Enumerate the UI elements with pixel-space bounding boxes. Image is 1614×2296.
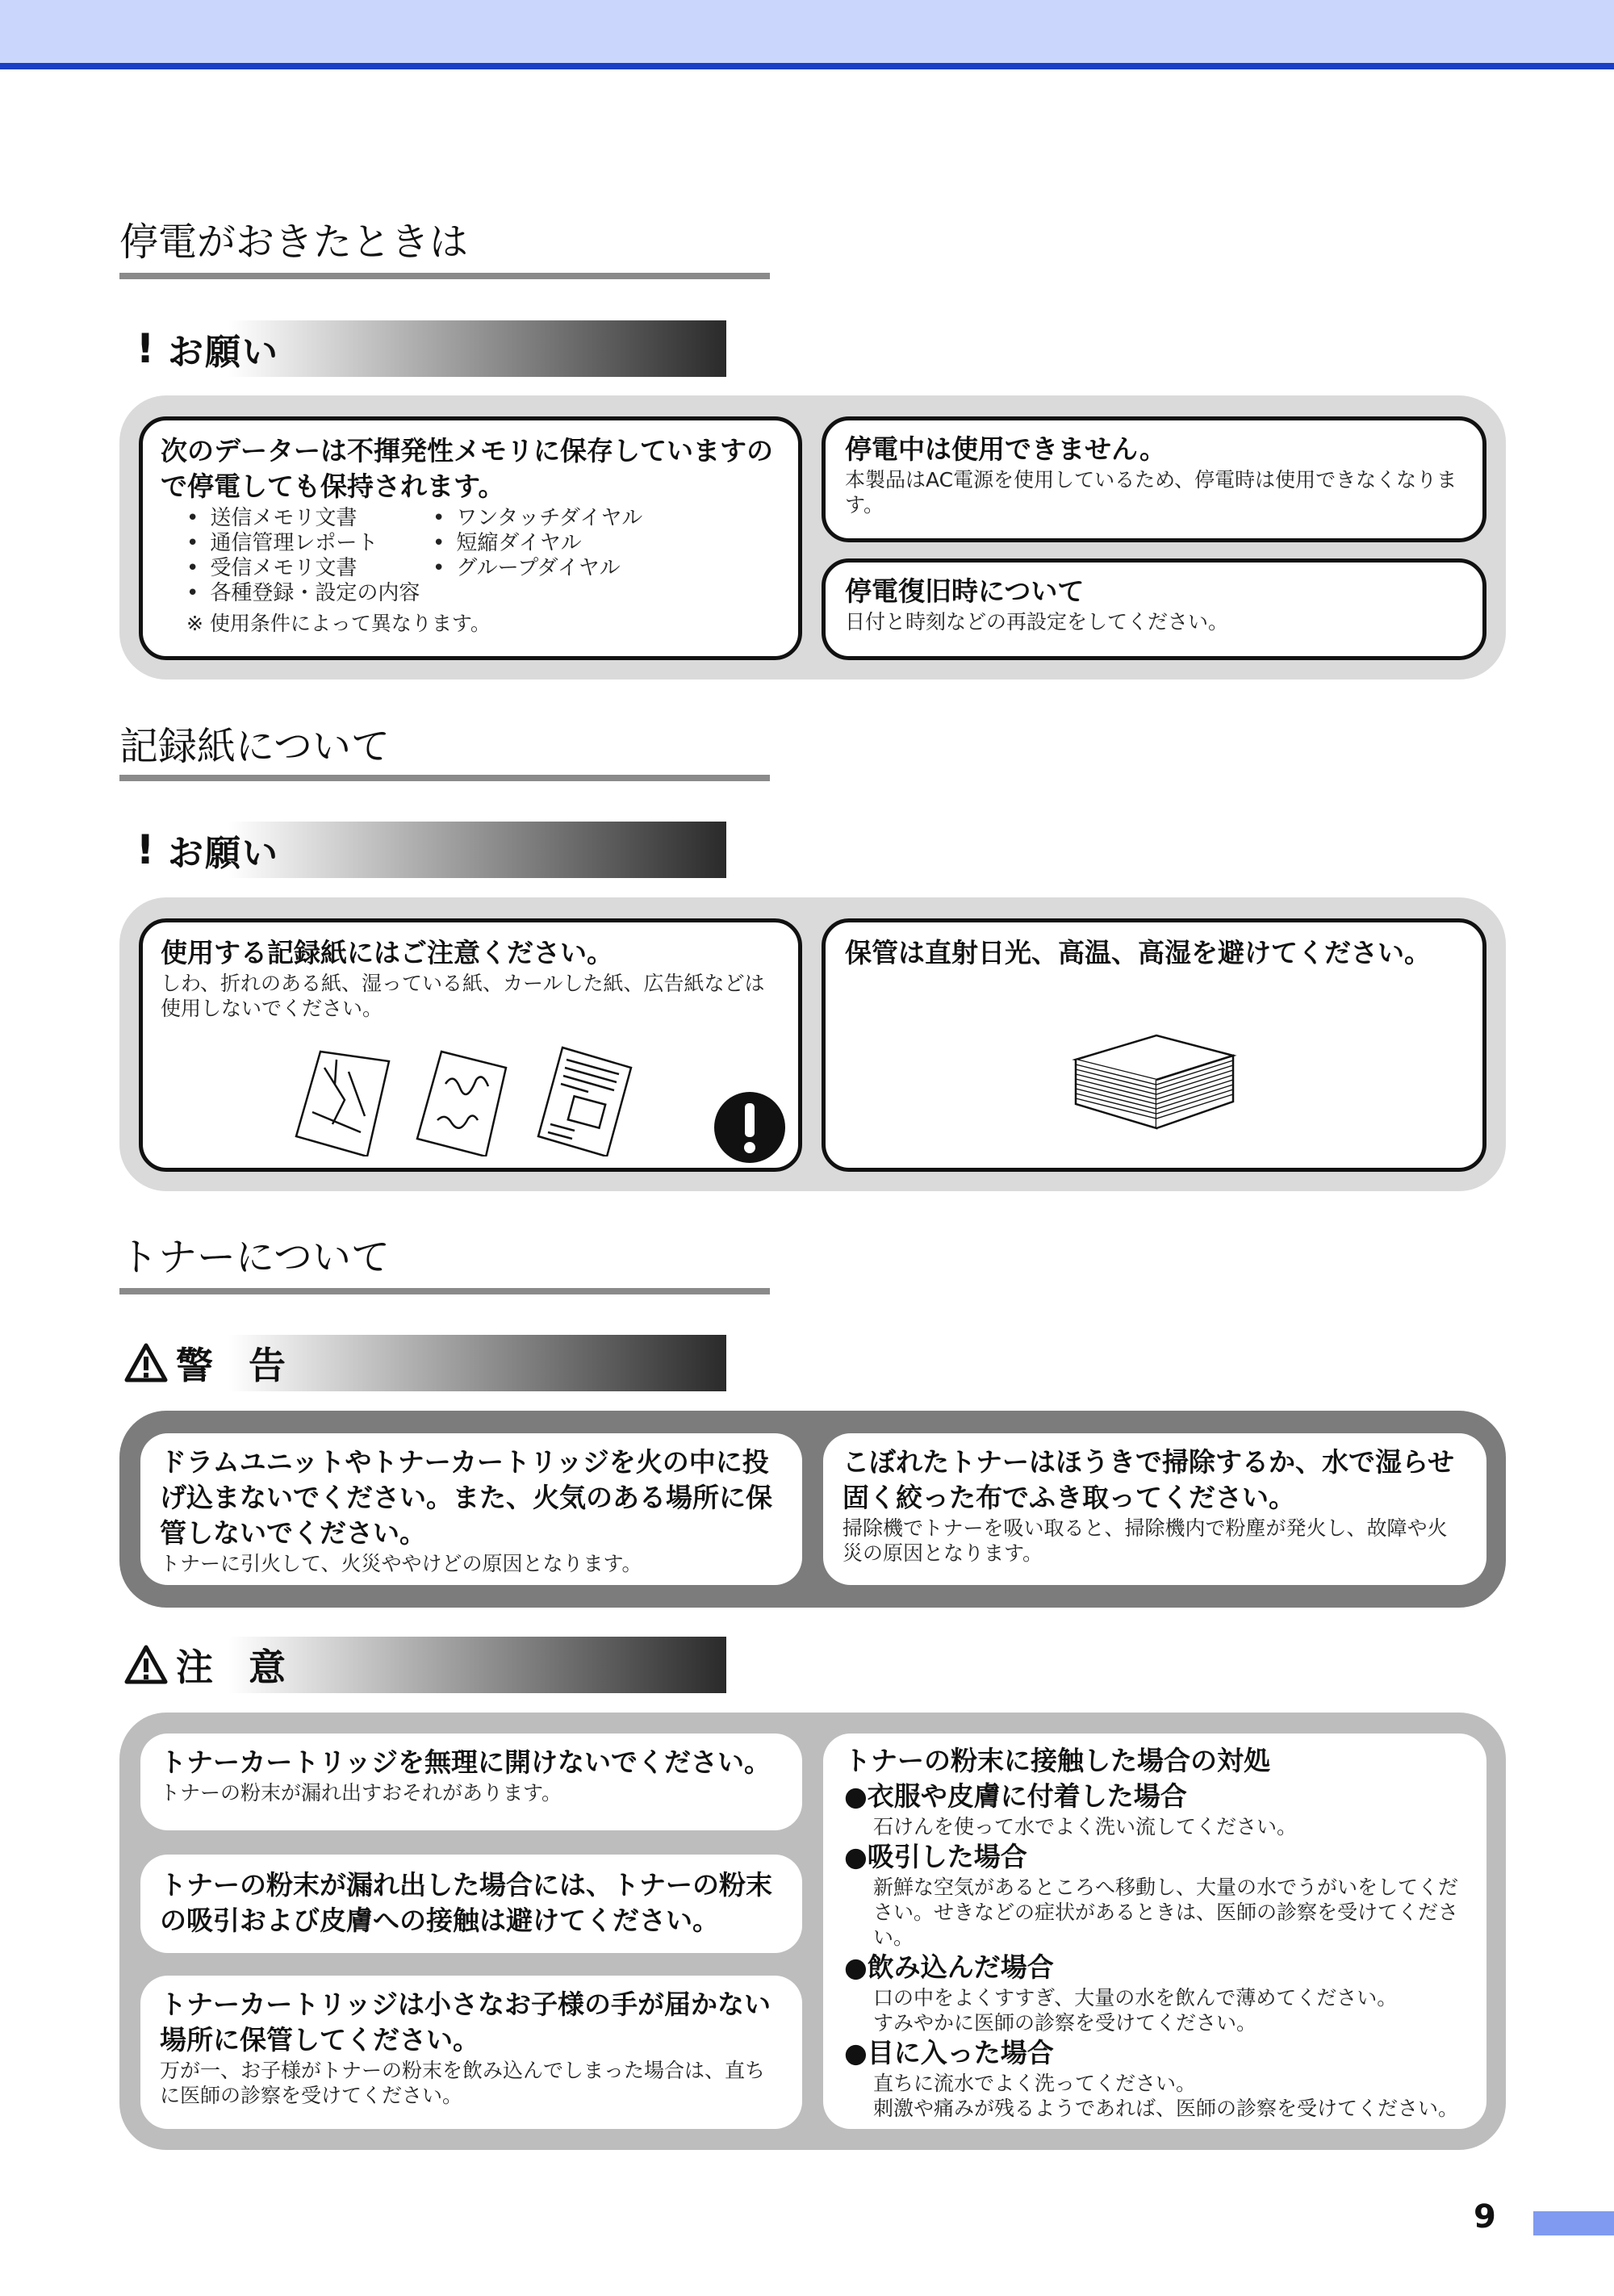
card-body: 本製品はAC電源を使用しているため、停電時は使用できなくなります。 (845, 468, 1457, 516)
card-caution-contact (140, 1855, 802, 1953)
flyer-paper-icon (538, 1048, 631, 1156)
request-banner (119, 320, 726, 377)
first-aid-item-title: ●目に入った場合 (844, 2037, 1054, 2068)
header-line (0, 63, 1614, 69)
banner-label: 注 意 (176, 1646, 298, 1689)
card-body: 掃除機でトナーを吸い取ると、掃除機内で粉塵が発火し、故障や火災の原因となります。 (843, 1516, 1448, 1565)
first-aid-item-text: 直ちに流水でよく洗ってください。 (873, 2072, 1197, 2095)
section-rule (119, 775, 770, 781)
list-item: • ワンタッチダイヤル (433, 506, 642, 531)
list-item: • 受信メモリ文書 (186, 556, 433, 581)
page-number: 9 (1474, 2198, 1496, 2235)
section-title-toner: トナーについて (119, 1235, 391, 1280)
card-heading: トナーの粉末に接触した場合の対処 (844, 1745, 1270, 1776)
card-memory-backup (139, 416, 802, 660)
card-paper-storage (822, 918, 1486, 1172)
list-item: • 短縮ダイヤル (433, 531, 642, 556)
caution-banner (119, 1637, 726, 1693)
page-tab (1533, 2211, 1614, 2235)
card-body: 日付と時刻などの再設定をしてください。 (845, 610, 1229, 634)
paper-stack-icon (1068, 1027, 1245, 1140)
warning-banner (119, 1335, 726, 1391)
section-rule (119, 1288, 770, 1294)
card-warning-fire (140, 1433, 802, 1585)
exclamation-circle-icon (713, 1090, 787, 1165)
card-caution-children (140, 1976, 802, 2129)
card-body: しわ、折れのある紙、湿っている紙、カールした紙、広告紙などは使用しないでください。 (161, 972, 765, 1020)
warning-triangle-icon (124, 1343, 168, 1383)
memory-item-list (186, 506, 780, 606)
exclamation-icon: ! (136, 826, 155, 873)
first-aid-item-text: すみやかに医師の診察を受けてください。 (873, 2011, 1257, 2035)
section-title-paper: 記録紙について (119, 724, 391, 769)
card-heading: トナーカートリッジを無理に開けないでください。 (160, 1746, 771, 1778)
banner-label: 警 告 (176, 1344, 298, 1387)
first-aid-item-title: ●衣服や皮膚に付着した場合 (844, 1780, 1187, 1812)
card-heading: トナーの粉末が漏れ出した場合には、トナーの粉末の吸引および皮膚への接触は避けてください。 (160, 1869, 772, 1936)
caution-panel (119, 1713, 1506, 2150)
card-body: トナーの粉末が漏れ出すおそれがあります。 (160, 1781, 562, 1805)
list-item: • グループダイヤル (433, 556, 642, 581)
card-body: 万が一、お子様がトナーの粉末を飲み込んでしまった場合は、直ちに医師の診察を受けてください。 (160, 2059, 766, 2107)
section-rule (119, 273, 770, 279)
card-body: トナーに引火して、火災ややけどの原因となります。 (160, 1552, 642, 1575)
card-heading: 停電中は使用できません。 (845, 433, 1166, 465)
memory-items-col2 (433, 506, 642, 606)
memory-items-col1 (186, 506, 433, 606)
first-aid-item-title: ●吸引した場合 (844, 1841, 1027, 1872)
card-caution-open (140, 1734, 802, 1830)
warning-panel (119, 1411, 1506, 1608)
card-note: ※ 使用条件によって異なります。 (186, 612, 491, 635)
wrinkled-paper-icon (296, 1052, 389, 1156)
card-power-recovery (822, 558, 1486, 660)
banner-label: お願い (168, 833, 279, 874)
first-aid-item-text: 新鮮な空気があるところへ移動し、大量の水でうがいをしてください。せきなどの症状があるときは、医師の診察を受けてください。 (873, 1876, 1459, 1949)
request-panel-power (119, 395, 1506, 680)
section-title-power: 停電がおきたときは (119, 220, 469, 265)
damp-paper-icon (417, 1052, 506, 1156)
list-item: • 各種登録・設定の内容 (186, 581, 433, 606)
card-heading: 保管は直射日光、高温、高湿を避けてください。 (845, 937, 1431, 968)
warning-triangle-icon (124, 1645, 168, 1685)
card-warning-spill (823, 1433, 1486, 1585)
request-banner (119, 822, 726, 878)
card-heading: トナーカートリッジは小さなお子様の手が届かない場所に保管してください。 (160, 1989, 771, 2056)
list-item: • 送信メモリ文書 (186, 506, 433, 531)
damaged-paper-illustration (288, 1043, 772, 1156)
card-heading: 次のデーターは不揮発性メモリに保存していますので停電しても保持されます。 (161, 435, 773, 502)
exclamation-icon: ! (136, 325, 155, 372)
banner-label: お願い (168, 332, 279, 373)
list-item: • 通信管理レポート (186, 531, 433, 556)
first-aid-item-title: ●飲み込んだ場合 (844, 1951, 1054, 1983)
card-heading: 停電復旧時について (845, 575, 1085, 607)
card-heading: 使用する記録紙にはご注意ください。 (161, 937, 613, 968)
card-paper-care (139, 918, 802, 1172)
header-band (0, 0, 1614, 63)
request-panel-paper (119, 897, 1506, 1191)
card-heading: こぼれたトナーはほうきで掃除するか、水で湿らせ固く絞った布でふき取ってください。 (843, 1446, 1455, 1513)
first-aid-item-text: 石けんを使って水でよく洗い流してください。 (873, 1815, 1298, 1838)
card-caution-first-aid (823, 1734, 1486, 2129)
first-aid-item-text: 刺激や痛みが残るようであれば、医師の診察を受けてください。 (873, 2097, 1459, 2120)
first-aid-item-text: 口の中をよくすすぎ、大量の水を飲んで薄めてください。 (873, 1986, 1398, 2010)
card-heading: ドラムユニットやトナーカートリッジを火の中に投げ込まないでください。また、火気のある場所に保管しないでください。 (160, 1446, 772, 1549)
card-power-outage (822, 416, 1486, 542)
